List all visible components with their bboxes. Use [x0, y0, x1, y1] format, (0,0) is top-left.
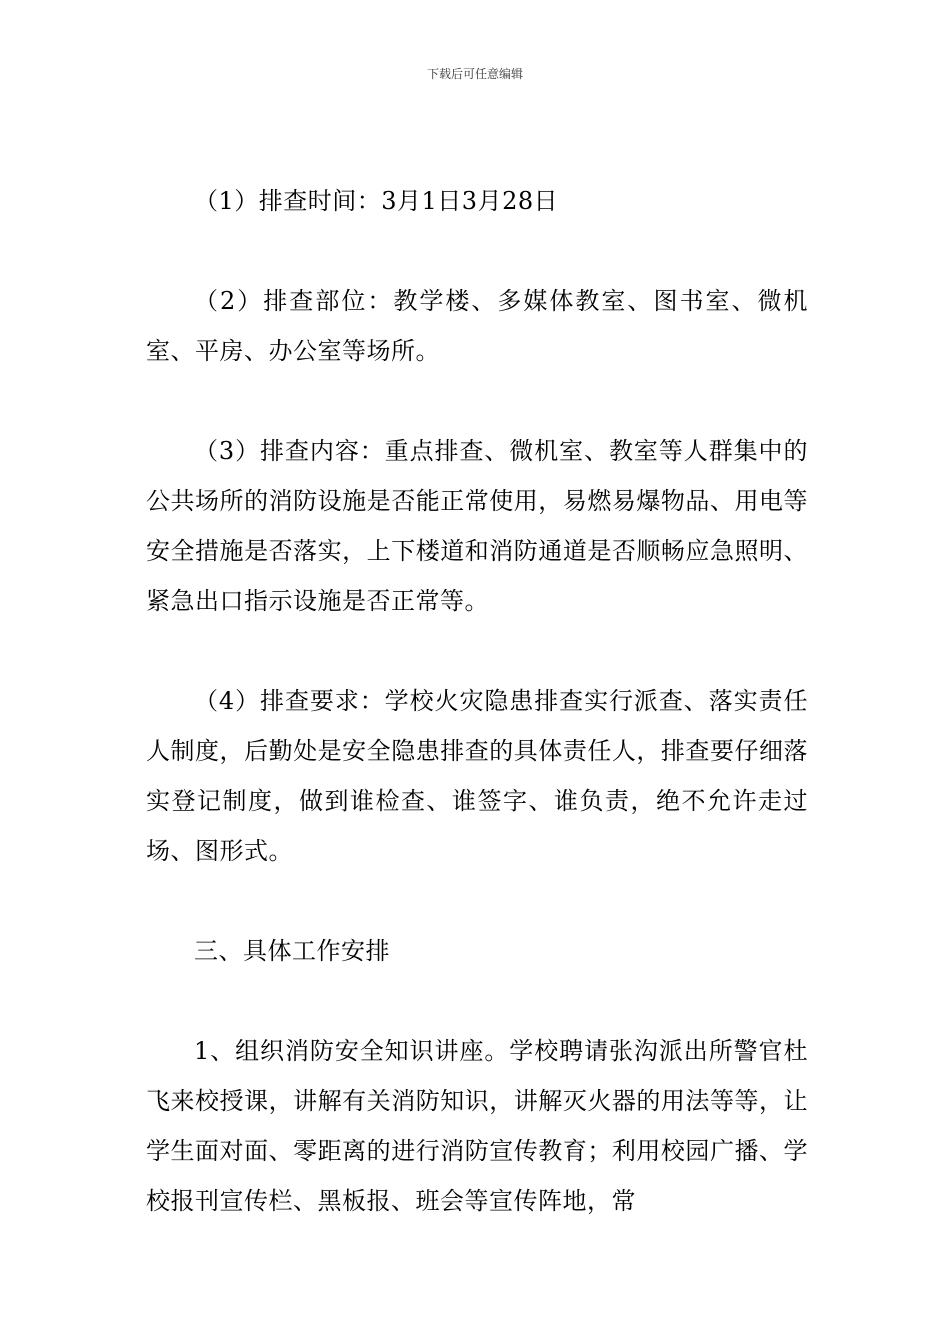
- paragraph-gap: [146, 376, 808, 426]
- paragraph-gap: [146, 876, 808, 926]
- section-heading-work-arrangement: 三、具体工作安排: [194, 937, 390, 965]
- paragraph-inspection-requirements: （4）排查要求：学校火灾隐患排查实行派查、落实责任人制度，后勤处是安全隐患排查的具体责任人，排查要仔细落实登记制度，做到谁检查、谁签字、谁负责，绝不允许走过场、图形式。: [146, 687, 808, 865]
- document-body: [146, 176, 808, 1226]
- header-note: 下载后可任意编辑: [426, 67, 523, 81]
- paragraph-fire-safety-lecture: 1、组织消防安全知识讲座。学校聘请张沟派出所警官杜飞来校授课，讲解有关消防知识，讲解灭火器的用法等等，让学生面对面、零距离的进行消防宣传教育；利用校园广播、学校报刊宣传栏、黑板报、班会等宣传阵地，常: [146, 1037, 808, 1215]
- paragraph-inspection-locations: （2）排查部位：教学楼、多媒体教室、图书室、微机室、平房、办公室等场所。: [146, 287, 808, 365]
- paragraph-gap: [146, 976, 808, 1026]
- paragraph-gap: [146, 226, 808, 276]
- paragraph-inspection-time: （1）排查时间：3月1日3月28日: [194, 187, 559, 215]
- paragraph-inspection-content: （3）排查内容：重点排查、微机室、教室等人群集中的公共场所的消防设施是否能正常使用，易燃易爆物品、用电等安全措施是否落实，上下楼道和消防通道是否顺畅应急照明、紧急出口指示设施是否正常等。: [146, 437, 808, 615]
- paragraph-gap: [146, 626, 808, 676]
